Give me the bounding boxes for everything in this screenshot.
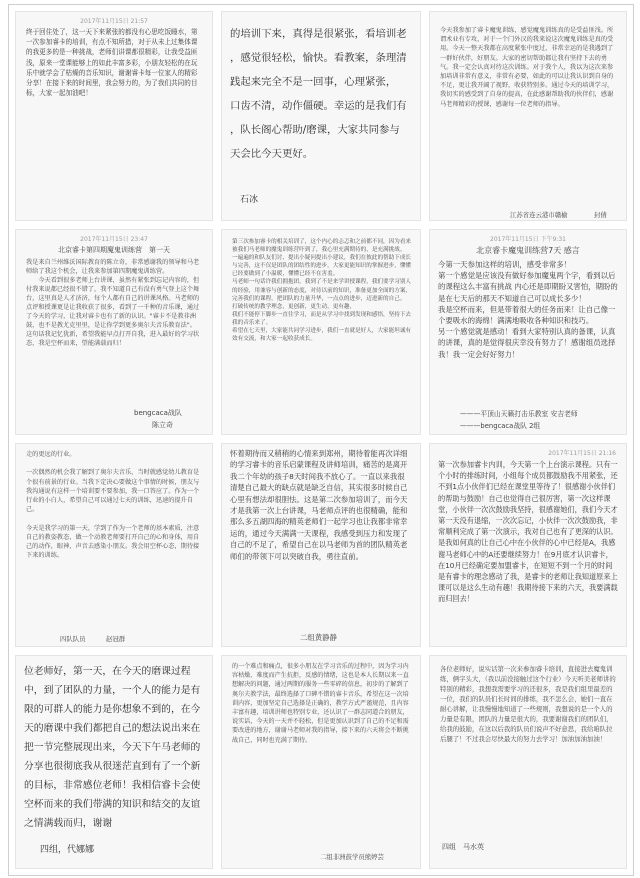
card-text: 今第一天参加这样的培训，感受非常多！ 第一个感觉是应该没有做好参加魔鬼两个字，看到以后的课程这么丰富有挑战 内心还是即期盼又害怕，期盼的是在七天后的那天不知道自己可以成长多少！ 我是空杯而来，但是带着很大的任务而来！让自己像一个要吸水的海绵！满满地吸收各种知识和技巧。 另一个感觉就是感动！看到大家特别认真的备课，认真的讲课，真的是觉得很庆幸没有努力了！感谢组员选择我！我一定会好好努力！	[438, 260, 618, 359]
card-signature-team: bengcaca战队	[134, 409, 182, 417]
testimonial-card-5	[221, 229, 421, 435]
card-signature-place: 江苏省连云港市赣榆	[510, 211, 568, 219]
card-timestamp: 2017年11月15日 21:57	[80, 18, 148, 25]
card-signature-name: 陈立奇	[152, 421, 173, 429]
card-signature: 四组 马水英	[442, 843, 484, 851]
card-text: 走的更远的行业。 一次偶然的机会我了解到了奥尔夫音乐，当时就感觉幼儿教育是个很有前景的行业。当我下定决心要做这个事情的时候，朋友与我沟通说有这样一个培训要不要参加，我一口答应了。作为一个行业的小白人，希望自己可以通过七天的训练，迅速的提升自己。 今天是我学习的第一天，学到了作为一个老师的基本素质，注意自己的教姿教态，做一个动教老师要打开自己的心和身体，用自己的动作，眼神，声音去感染小朋友。我会用空杯心态，期待接下来的训练。	[26, 451, 200, 560]
card-text: 终于回住处了，这一天下来紧张的都没有心思吃饭睡水，第一次参加睿卡的培训，有点不知所措，对于从未上过集体课的我更多的是一种挑战，老师们讲课都很精彩，让我受益匪浅，原来一堂课能够上的如此丰富多彩，小朋友轻松的在玩乐中就学会了枯燥的音乐知识，谢谢睿卡每一位家人的精彩分享！在接下来的时间里，我会努力的，为了我们共同的目标，大家一起加油吧！	[26, 28, 198, 98]
card-signature-team: 四队队员	[60, 635, 86, 643]
testimonial-card-2	[221, 11, 421, 221]
card-signature-name: 赵冠群	[106, 635, 126, 643]
card-text: 第一次参加睿卡内训，今天第一个上台演示课程。只有一个小时的排练时间，小组每个成员都鼓励我不用紧张，还不到1点小伙伴们已经在课堂里等待了！很感谢小伙伴们的帮助与鼓励！自己也觉得自己很厉害，第一次这样课堂，小伙伴一次次鼓励我坚持，很感谢她们，我们今天才第一天没有退缩，一次次忘记，小伙伴一次次鼓励我，非常顺利完成了第一次演示，我对自己也有了更深的认识。是我如何真的让自己心中在小伙伴的心中已经是A，我感谢马老师心中的A还要继续努力！在9月底才认识睿卡，在10月已经确定要加盟睿卡，在短短不到一个月的时间是有睿卡的理念感动了我，是睿卡的老师让我知道原来上课可以是这么生动有趣！我期待接下来的六天，我要满载而归回去！	[438, 460, 618, 604]
card-timestamp: 2017年11月15日 23:47	[80, 236, 148, 243]
testimonial-card-1	[15, 11, 213, 221]
card-title: 北京睿卡魔鬼训练营7天 感言	[476, 246, 580, 255]
card-signature-team: ———平顶山天籁打击乐教室 安吉老师	[460, 410, 578, 418]
card-signature-group: ———bengcaca战队 2组	[460, 422, 541, 430]
testimonial-card-9	[429, 443, 627, 647]
card-signature: 二组黄静静	[300, 633, 337, 642]
testimonial-card-7	[15, 443, 213, 647]
card-timestamp: 2017年11月15日 下午9:31	[490, 236, 566, 243]
testimonial-card-10	[15, 655, 213, 869]
card-text: 的培训下来，真得是很紧张，看培训老 ，感觉很轻松，愉快。看教案，条理清 践起来完全不是一回事，心理紧张， 口齿不清，动作僵硬。幸运的是我们有 ，队长阁心帮助/磨课，大家共同参与 天会比今天更好。	[230, 28, 407, 160]
card-text: 怀着期待而又稍稍的心情来到郑州，期待着能再次详细的学习睿卡的音乐启蒙课程及讲师培训，痛苦的是离开我二个年幼的孩子8天时间我不放心了。一直以来我很清楚自己最大的缺点就是缺乏自信，其实很多时候自己心里有想法却很胆怯。这是第二次参加培训了，而今天才是我第一次上台讲课，马老师点评的也很精确，能和那么多五湖四海的精英老师们一起学习也让我都非常幸运的，通过今天满满一天课程，我感受到压力和发现了自己的不足了，希望自己在以马老师为首的团队精英老师们的带领下可以突破自我，勇往直前。	[230, 449, 408, 561]
card-timestamp: 2017年11月15日 21:16	[548, 450, 616, 457]
testimonial-card-4	[15, 229, 213, 435]
card-text: 今天我参加了睿卡魔鬼训练，感觉魔鬼训练真的是受益匪浅。所谓术业有专攻，对于一个门外汉的我来说这次魔鬼训练是真的受用。今天一整天我都在高度紧张中度过，非常幸运的是我遇到了一群好伙伴，好朋友。大家的密切帮助都让我有坚持下去的勇气。我一定会认真对待这次训练。对于我个人，我以为这次来参加培训非常有意义，非常有必要，如此的可以让我认识到自身的不足，更让我开阔了视野，收获特别多。通过今天的培训学习，我切实的感受到了自身的提高，在此感谢帮助我的伙伴们，感谢马老师精彩的授课，感谢每一位老师的指导。	[440, 27, 614, 108]
testimonial-card-8	[221, 443, 421, 647]
card-text: 各位老师好，说实话第一次来参加睿卡培训，直接进去魔鬼训练，俩字头大，（我以前没接触过这个行业）今天听美老师讲的特别的精彩，我想我需要学习的还很多，我是我们组里最差的一位，我们的队员们长时间的排练，我不怎么会，她们一直在耐心讲解，让我慢慢地知道了一些规则，我想说的是一个人的力量是有限，团队的力量是很大的，我要谢谢我们的团队们，给我的鼓励，在这以后我的队员们说声不好意思，我给咱队拉后腿了！不过我会尽快最大的努力去学习！加油加油加油！	[440, 665, 616, 743]
card-signature: 石冰	[240, 195, 259, 205]
card-signature-name: 封倩	[594, 211, 607, 219]
card-signature: 二组非洲鼓学员熊婷芸	[320, 853, 384, 861]
card-signature: 四组，代娜娜	[40, 845, 95, 855]
testimonial-card-6	[429, 229, 627, 435]
card-text: 第三次参加睿卡的相关培训了，这个内心的忐忑和之前都不同，因为看来被我们马老师的魔鬼训练营吓到了，我心里充满期待的，是充满挑战。 一遍遍的和队友们讨，提出小疑问提出小建议，我们在彼此的帮助下成长与完善，这不仅是团队的团结性的进步，大家更能知识的掌握进步，懂懂已经要做到了小温暖，懂懂已经不在害羞。 马老师一句话许我们拥抱团，我到了不是来学讲授课程，我们要学习别人的经验，用兼容与创新的态度，对待以前的知识，准备更加全面的方案，完善我们的课程，把团队的力量升华，一点点的进步，迈进新的自己。 打破传统的教学理念，更创新，更生动，更有趣， 我们不能停下脚步一直往学习，而是从学习中找到发现和感悟，坚持下去我的音乐来了。 希望在七天里，大家能共同学习进步，我们一直就是好人，大家能坦诚有效有交流，和大家一起收获成长。	[232, 239, 412, 343]
card-title: 北京睿卡第四期魔鬼训练营 第一天	[58, 246, 170, 254]
card-text: 位老师好，第一天，在今天的磨课过程中，到了团队的力量，一个人的能力是有限的可群人的能力是你想象不到的，在今天的磨课中我们都把自己的想法说出来在把一节完整展现出来，今天下午马老师的分享也很彻底我从很迷茫直到有了一个新的目标，非常感位老师！我相信睿卡会使空杯而来的我们带满的知识和结交的友谊之情满载而归，谢谢	[24, 666, 201, 829]
testimonial-card-3	[429, 11, 627, 221]
card-text: 我是来自兰州维沃国际教育的陈立奇，非常感谢我的领导和马老师给了我这个机会，让我来参加第四期魔鬼训练营。 今天看到很多老师上台讲课，虽然有紧张到忘记内容的，但付我来说都已经很不错了，我不知道自己有没有勇气登上这个舞台，这里真是人才济济，每个人都有自己的讲课风格。马老师的点评和授课更是让我收获了很多，看到了一千种的音乐课，通过了今天的学习，让我对睿卡也有了新的认识。"睿卡不是教非洲鼓，也不是教尤克里里，是让你学到更多奥尔夫音乐教育法"。这句话我记忆犹新，希望我能早点打开自我，进入最好的学习状态，我是空杯而来，望能满载而归！	[26, 259, 200, 347]
photo-collage	[8, 4, 634, 876]
testimonial-card-12	[429, 655, 627, 869]
testimonial-card-11	[221, 655, 421, 869]
card-text: 的一个难点和痛点，很多小朋友在学习音乐的过程中，因为学习内容枯燥，难度而产生抗拒，反感的情绪，这也是本人长期以来一直想解决的问题，通过两期的服务一些零碎的信息，初步的了解到了奥尔夫教学法，最终选择了口碑不错的睿卡音乐，希望在这一次培训内容，更加坚定自己选择是正确的，教学方式严谨规范，且内容丰富有趣，培训讲师也特别专业，还认识了一群志同道合的朋友，说实话，今天的一天并不轻松，但是更加认识到了自己的不足和需要改进的地方，谢谢马老师对我的指导，接下来的六天将会不断挑战自己，同时也充满了期待。	[232, 663, 409, 744]
